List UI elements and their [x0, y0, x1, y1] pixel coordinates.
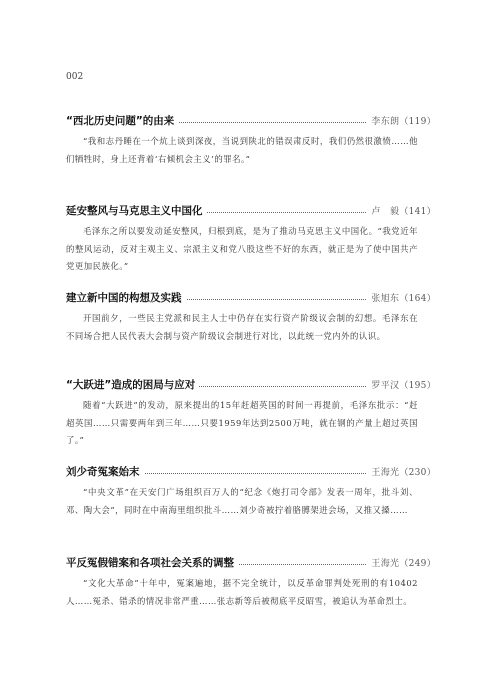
toc-entry-meta — [367, 465, 436, 478]
toc-entry-title[interactable]: “大跃进”造成的困局与应对 — [66, 377, 199, 392]
toc-entry-title[interactable]: 平反冤假错案和各项社会关系的调整 — [66, 555, 238, 570]
toc-entry[interactable] — [66, 464, 436, 519]
toc-entry[interactable] — [66, 203, 436, 276]
toc-entry-header — [66, 377, 436, 393]
toc-entry-meta — [367, 204, 436, 217]
toc-entry-header — [66, 290, 436, 306]
toc-entry-page: （141） — [399, 207, 436, 217]
toc-entry-page: （119） — [399, 117, 436, 127]
toc-entry-summary: 随着“大跃进”的发动，原来提出的15年赶超英国的时间一再提前，毛泽东批示：“赶超英国……只需要两年到三年……只要1959年达到2500万吨，就在钢的产量上超过英国了。” — [66, 400, 418, 445]
toc-entry[interactable] — [66, 377, 436, 450]
toc-entry-title[interactable]: “西北历史问题”的由来 — [66, 113, 178, 128]
toc-entry-page: （230） — [399, 468, 436, 478]
toc-entry-header — [66, 464, 436, 480]
toc-entry[interactable] — [66, 290, 436, 345]
toc-entry-author: 罗平汉 — [371, 381, 400, 391]
toc-entry-title[interactable]: 刘少奇冤案始末 — [66, 464, 144, 479]
toc-entry-meta — [367, 114, 436, 127]
toc-entry-summary: “文化大革命”十年中，冤案遍地，据不完全统计，以反革命罪判处死刑的有10402人……冤杀、错杀的情况非常严重……张志新等后被彻底平反昭雪，被追认为革命烈士。 — [66, 578, 418, 606]
toc-entry-author: 卢 毅 — [371, 207, 400, 217]
toc-entry-title[interactable]: 建立新中国的构想及实践 — [66, 290, 186, 305]
toc-entry[interactable] — [66, 113, 436, 168]
toc-entry-page: （249） — [399, 559, 436, 569]
toc-entry-header — [66, 203, 436, 219]
toc-entry-title[interactable]: 延安整风与马克思主义中国化 — [66, 203, 207, 218]
toc-entry-summary: 毛泽东之所以要发动延安整风，归根到底，是为了推动马克思主义中国化。“我党近年的整风运动，反对主观主义、宗派主义和党八股这些不好的东西，就正是为了使中国共产党更加民族化。” — [66, 226, 418, 271]
toc-entry-header — [66, 113, 436, 129]
toc-entry-page: （195） — [399, 381, 436, 391]
toc-entry-meta — [367, 378, 436, 391]
toc-entry-author: 李东朗 — [371, 117, 400, 127]
toc-entry-author: 张旭东 — [371, 294, 400, 304]
toc-entry-author: 王海光 — [371, 468, 400, 478]
toc-entry-meta — [367, 556, 436, 569]
toc-entry-header — [66, 555, 436, 571]
toc-entry-meta — [367, 291, 436, 304]
toc-entry-summary: 开国前夕，一些民主党派和民主人士中仍存在实行资产阶级议会制的幻想。毛泽东在不同场合把人民代表大会制与资产阶级议会制进行对比，以此统一党内外的认识。 — [66, 313, 418, 341]
toc-entry[interactable] — [66, 555, 436, 610]
toc-entry-author: 王海光 — [371, 559, 400, 569]
page-number: 002 — [66, 72, 84, 82]
toc-entry-page: （164） — [399, 294, 436, 304]
toc-entry-summary: “我和志丹睡在一个炕上谈到深夜，当说到陕北的错误肃反时，我们仍然很激愤……他们牺牲时，身上还背着‘右倾机会主义’的罪名。” — [66, 136, 418, 164]
toc-entry-summary: “中央文革”在天安门广场组织百万人的“纪念《炮打司令部》发表一周年，批斗刘、邓、陶大会”，同时在中南海里组织批斗……刘少奇被拧着胳膊架进会场，又推又搡…… — [66, 487, 418, 515]
